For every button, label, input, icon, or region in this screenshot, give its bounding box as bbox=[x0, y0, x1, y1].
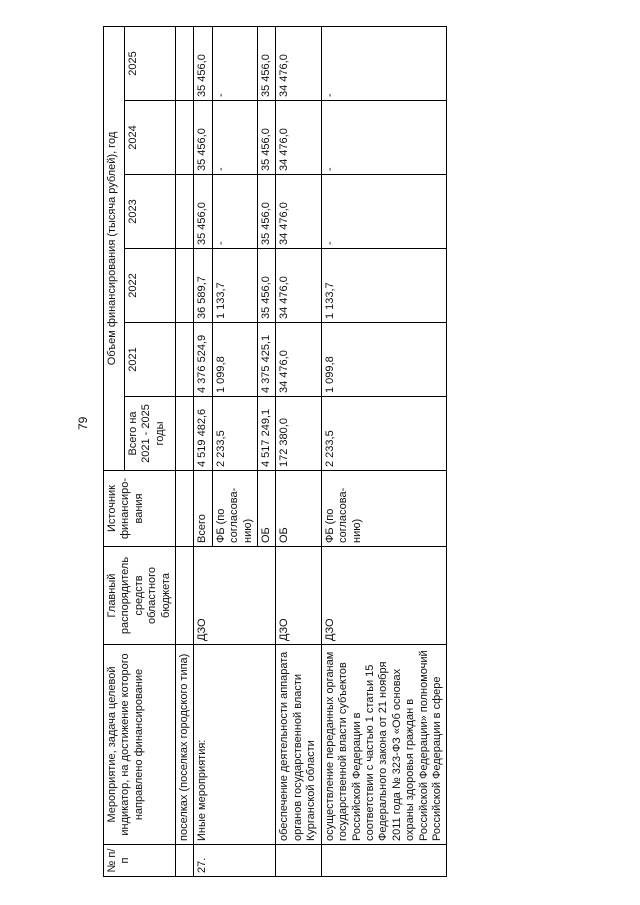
cell-2024: - bbox=[212, 101, 257, 175]
header-row-1 bbox=[104, 26, 125, 876]
cell-event: поселках (поселках городского типа) bbox=[176, 645, 194, 845]
cell-source: ФБ (по согласова-нию) bbox=[321, 471, 447, 547]
cell-2024: - bbox=[321, 101, 447, 175]
cell-2025: - bbox=[321, 26, 447, 100]
cell-2025: - bbox=[212, 26, 257, 100]
page-number: 79 bbox=[76, 416, 90, 430]
cell-total: 4 519 482,6 bbox=[194, 397, 212, 471]
header-year-2021: 2021 bbox=[124, 323, 175, 397]
cell-2024: 34 476,0 bbox=[276, 101, 321, 175]
cell-2021: 1 099,8 bbox=[212, 323, 257, 397]
cell-2025: 35 456,0 bbox=[258, 26, 276, 100]
header-year-2025: 2025 bbox=[124, 26, 175, 100]
table-row-apparatus bbox=[276, 26, 321, 876]
cell-empty bbox=[176, 323, 194, 397]
cell-total: 2 233,5 bbox=[212, 397, 257, 471]
cell-total: 172 380,0 bbox=[276, 397, 321, 471]
rotated-table-wrapper bbox=[103, 27, 605, 877]
table-row-delegated-powers bbox=[321, 26, 447, 876]
cell-manager: ДЗО bbox=[194, 547, 276, 645]
table-row-continuation bbox=[176, 26, 194, 876]
cell-2022: 1 133,7 bbox=[321, 249, 447, 323]
cell-empty bbox=[176, 26, 194, 100]
cell-total: 4 517 249,1 bbox=[258, 397, 276, 471]
cell-2022: 1 133,7 bbox=[212, 249, 257, 323]
header-total: Всего на 2021 - 2025 годы bbox=[124, 397, 175, 471]
cell-empty bbox=[176, 397, 194, 471]
cell-empty bbox=[176, 471, 194, 547]
cell-num bbox=[276, 845, 321, 877]
cell-2023: 35 456,0 bbox=[194, 175, 212, 249]
cell-2021: 34 476,0 bbox=[276, 323, 321, 397]
cell-2021: 4 376 524,9 bbox=[194, 323, 212, 397]
cell-event: Иные мероприятия: bbox=[194, 645, 276, 845]
cell-2022: 35 456,0 bbox=[258, 249, 276, 323]
cell-source: ФБ (по согласова-нию) bbox=[212, 471, 257, 547]
cell-num bbox=[321, 845, 447, 877]
cell-2022: 34 476,0 bbox=[276, 249, 321, 323]
header-year-2023: 2023 bbox=[124, 175, 175, 249]
cell-2025: 34 476,0 bbox=[276, 26, 321, 100]
header-volume: Объем финансирования (тысяча рублей), год bbox=[104, 26, 125, 470]
cell-empty bbox=[176, 547, 194, 645]
cell-empty bbox=[176, 101, 194, 175]
cell-2023: - bbox=[321, 175, 447, 249]
cell-2023: 35 456,0 bbox=[258, 175, 276, 249]
cell-event: осуществление переданных органам государственной власти субъектов Российской Федерации в соответствии с частью 1 статьи 15 Федерального закона от 21 ноября 2011 года № 323-ФЗ «Об основах охраны здоровья граждан в Российской Федерации» полномочий Российской Федерации в сфере bbox=[321, 645, 447, 845]
header-year-2022: 2022 bbox=[124, 249, 175, 323]
cell-source: Всего bbox=[194, 471, 212, 547]
cell-2023: 34 476,0 bbox=[276, 175, 321, 249]
cell-source: ОБ bbox=[258, 471, 276, 547]
header-manager: Главный распорядитель средств областного бюджета bbox=[104, 547, 176, 645]
cell-2024: 35 456,0 bbox=[194, 101, 212, 175]
cell-num bbox=[176, 845, 194, 877]
cell-event: обеспечение деятельности аппарата органов государственной власти Курганской области bbox=[276, 645, 321, 845]
cell-source: ОБ bbox=[276, 471, 321, 547]
cell-manager: ДЗО bbox=[276, 547, 321, 645]
financing-table bbox=[103, 26, 447, 877]
table-row-27-total bbox=[194, 26, 212, 876]
cell-manager: ДЗО bbox=[321, 547, 447, 645]
header-event: Мероприятие, задача целевой индикатор, на достижение которого направлено финансирование bbox=[104, 645, 176, 845]
cell-2024: 35 456,0 bbox=[258, 101, 276, 175]
cell-2021: 1 099,8 bbox=[321, 323, 447, 397]
header-source: Источник финансиро-вания bbox=[104, 471, 176, 547]
cell-2021: 4 375 425,1 bbox=[258, 323, 276, 397]
cell-2022: 36 589,7 bbox=[194, 249, 212, 323]
cell-2023: - bbox=[212, 175, 257, 249]
cell-2025: 35 456,0 bbox=[194, 26, 212, 100]
cell-total: 2 233,5 bbox=[321, 397, 447, 471]
cell-empty bbox=[176, 175, 194, 249]
cell-num: 27. bbox=[194, 845, 276, 877]
header-year-2024: 2024 bbox=[124, 101, 175, 175]
header-num: № п/п bbox=[104, 845, 176, 877]
cell-empty bbox=[176, 249, 194, 323]
